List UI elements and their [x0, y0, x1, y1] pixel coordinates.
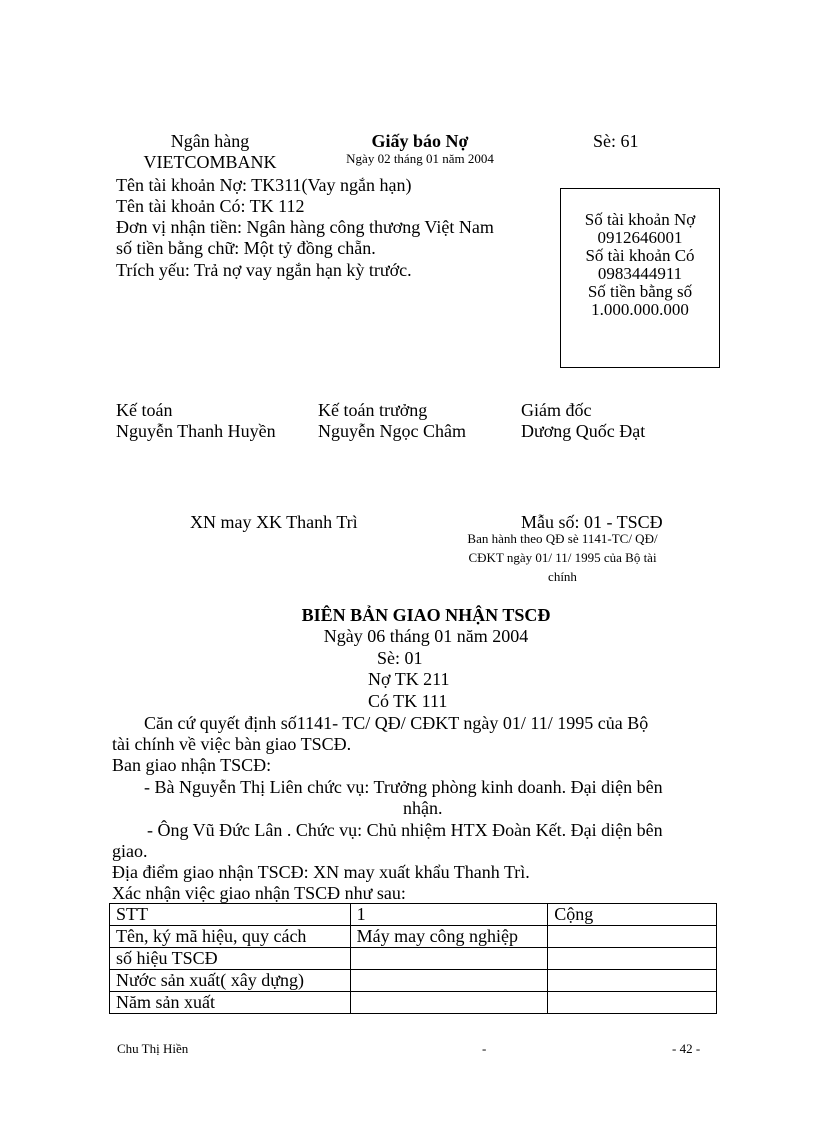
body-line: - Bà Nguyễn Thị Liên chức vụ: Trưởng phòng kinh doanh. Đại diện bên	[144, 777, 663, 797]
handover-date: Ngày 06 tháng 01 năm 2004	[323, 626, 529, 646]
footer-page-number: - 42 -	[672, 1041, 701, 1056]
table-cell: Tên, ký mã hiệu, quy cách	[110, 926, 351, 948]
account-box-line: 1.000.000.000	[591, 300, 689, 319]
signature-role: Giám đốc	[521, 400, 592, 420]
account-box-line: 0912646001	[597, 228, 683, 247]
debit-note-date: Ngày 02 tháng 01 năm 2004	[346, 151, 494, 166]
handover-debit: Nợ TK 211	[368, 669, 450, 689]
table-cell	[548, 948, 717, 970]
tscd-table	[109, 903, 717, 1014]
bank-label: Ngân hàng	[170, 131, 250, 151]
account-box-line: 0983444911	[597, 264, 683, 283]
table-cell	[548, 970, 717, 992]
table-cell	[548, 992, 717, 1014]
handover-title: BIÊN BẢN GIAO NHẬN TSCĐ	[301, 605, 551, 625]
account-box-line: Số tài khoản Nợ	[584, 210, 696, 229]
table-row	[110, 926, 717, 948]
table-cell: 1	[350, 904, 548, 926]
footer-author: Chu Thị Hiền	[117, 1041, 189, 1056]
body-line: Xác nhận việc giao nhận TSCĐ như sau:	[112, 883, 406, 903]
table-cell	[548, 926, 717, 948]
signature-role: Kế toán trưởng	[318, 400, 428, 420]
body-line: Địa điểm giao nhận TSCĐ: XN may xuất khẩu Thanh Trì.	[112, 862, 530, 882]
table-row	[110, 992, 717, 1014]
body-line: Căn cứ quyết định số1141- TC/ QĐ/ CĐKT ngày 01/ 11/ 1995 của Bộ	[144, 713, 649, 733]
body-line: tài chính về việc bàn giao TSCĐ.	[112, 734, 352, 754]
signature-name: Nguyễn Thanh Huyền	[116, 421, 276, 441]
table-cell	[350, 948, 548, 970]
body-line: Ban giao nhận TSCĐ:	[112, 755, 272, 775]
debit-line: số tiền bằng chữ: Một tỷ đồng chẵn.	[116, 238, 376, 258]
table-cell: số hiệu TSCĐ	[110, 948, 351, 970]
table-cell: STT	[110, 904, 351, 926]
body-line: giao.	[112, 841, 148, 861]
table-cell	[350, 992, 548, 1014]
table-cell	[350, 970, 548, 992]
footer-separator: -	[482, 1041, 487, 1056]
table-row	[110, 904, 717, 926]
debit-line: Đơn vị nhận tiền: Ngân hàng công thương Việt Nam	[116, 217, 494, 237]
table-row	[110, 970, 717, 992]
table-cell: Máy may công nghiệp	[350, 926, 548, 948]
form-note-line: Ban hành theo QĐ sè 1141-TC/ QĐ/	[467, 531, 658, 546]
signature-name: Dương Quốc Đạt	[521, 421, 646, 441]
body-line: nhận.	[403, 798, 443, 818]
table-row	[110, 948, 717, 970]
account-box	[560, 188, 720, 368]
debit-note-title: Giấy báo Nợ	[371, 131, 469, 151]
bank-name: VIETCOMBANK	[143, 152, 277, 172]
handover-number: Sè: 01	[377, 648, 423, 668]
account-box-line: Số tài khoản Có	[585, 246, 695, 265]
form-note-line: chính	[548, 569, 577, 584]
table-cell: Cộng	[548, 904, 717, 926]
table-cell: Năm sản xuất	[110, 992, 351, 1014]
form-number: Mẫu số: 01 - TSCĐ	[521, 512, 663, 532]
form-note-line: CĐKT ngày 01/ 11/ 1995 của Bộ tài	[468, 550, 657, 565]
table-cell: Nước sản xuất( xây dựng)	[110, 970, 351, 992]
debit-note-number: Sè: 61	[593, 131, 639, 151]
debit-line: Tên tài khoản Nợ: TK311(Vay ngắn hạn)	[116, 175, 412, 195]
debit-line: Tên tài khoản Có: TK 112	[116, 196, 305, 216]
signature-name: Nguyễn Ngọc Châm	[318, 421, 466, 441]
body-line: - Ông Vũ Đức Lân . Chức vụ: Chủ nhiệm HTX Đoàn Kết. Đại diện bên	[147, 820, 663, 840]
unit-name: XN may XK Thanh Trì	[190, 512, 358, 532]
signature-role: Kế toán	[116, 400, 173, 420]
debit-line: Trích yếu: Trả nợ vay ngắn hạn kỳ trước.	[116, 260, 412, 280]
handover-credit: Có TK 111	[368, 691, 448, 711]
account-box-line: Số tiền bằng số	[587, 282, 693, 301]
